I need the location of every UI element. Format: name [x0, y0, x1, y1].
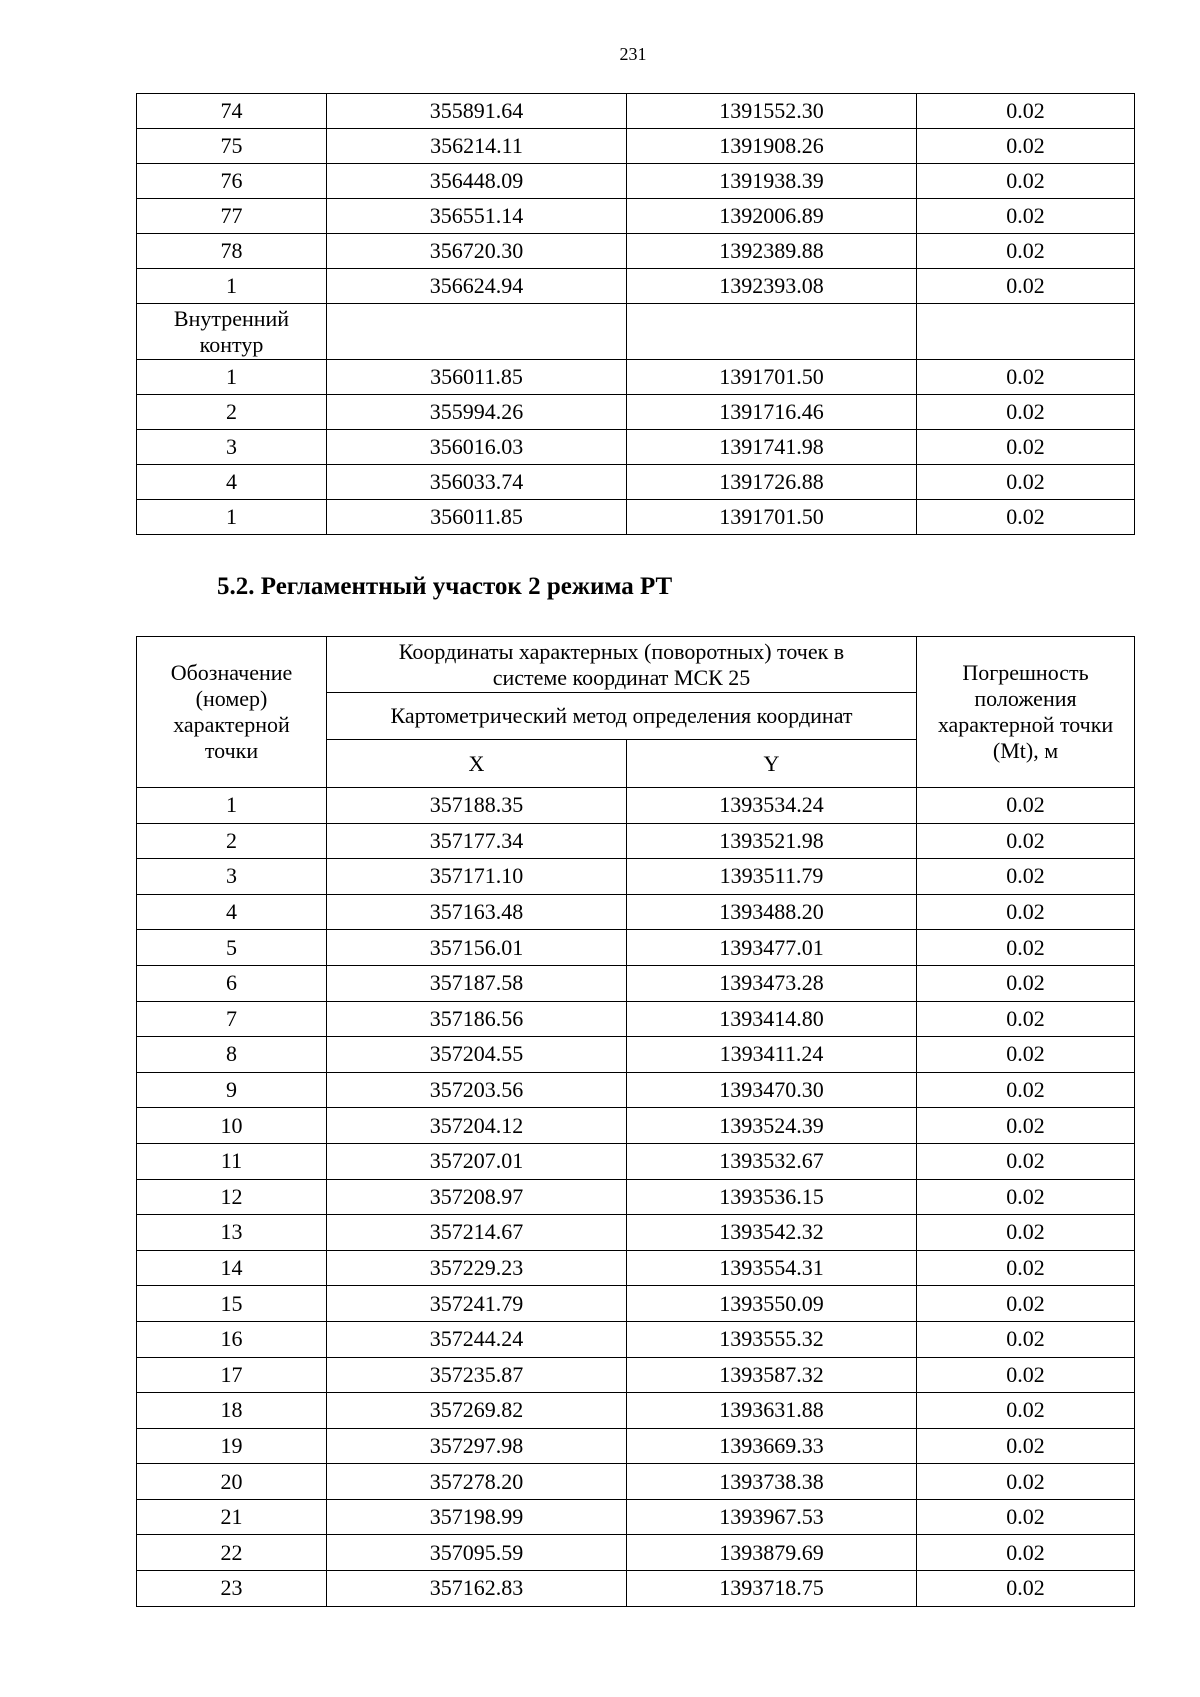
point-number: 22	[137, 1535, 327, 1571]
error-value: 0.02	[917, 859, 1135, 895]
table-row	[137, 465, 1135, 500]
y-coordinate: 1393669.33	[627, 1428, 917, 1464]
error-value: 0.02	[917, 1001, 1135, 1037]
table-row	[137, 1535, 1135, 1571]
x-coordinate: 357186.56	[327, 1001, 627, 1037]
x-coordinate: 357177.34	[327, 823, 627, 859]
table-row	[137, 1179, 1135, 1215]
x-coordinate: 357204.12	[327, 1108, 627, 1144]
table-row	[137, 823, 1135, 859]
y-coordinate: 1393411.24	[627, 1037, 917, 1073]
point-number: 5	[137, 930, 327, 966]
x-coordinate: 357244.24	[327, 1321, 627, 1357]
point-number: 11	[137, 1143, 327, 1179]
error-value: 0.02	[917, 930, 1135, 966]
y-coordinate: 1393470.30	[627, 1072, 917, 1108]
x-coordinate: 356011.85	[327, 500, 627, 535]
point-number: 78	[137, 234, 327, 269]
y-coordinate: 1392393.08	[627, 269, 917, 304]
table-row	[137, 199, 1135, 234]
point-number: 15	[137, 1286, 327, 1322]
y-coordinate: 1393536.15	[627, 1179, 917, 1215]
x-coordinate: 356448.09	[327, 164, 627, 199]
y-coordinate: 1391726.88	[627, 465, 917, 500]
x-coordinate: 357171.10	[327, 859, 627, 895]
point-number: 10	[137, 1108, 327, 1144]
table-row	[137, 360, 1135, 395]
error-value: 0.02	[917, 965, 1135, 1001]
point-number: 18	[137, 1393, 327, 1429]
y-coordinate: 1393631.88	[627, 1393, 917, 1429]
point-number: 1	[137, 269, 327, 304]
error-value: 0.02	[917, 1464, 1135, 1500]
x-coordinate: 357162.83	[327, 1571, 627, 1607]
x-coordinate: 357207.01	[327, 1143, 627, 1179]
y-coordinate: 1393473.28	[627, 965, 917, 1001]
y-coordinate: 1393967.53	[627, 1499, 917, 1535]
table-row	[137, 1001, 1135, 1037]
x-coordinate: 357156.01	[327, 930, 627, 966]
table-row	[137, 1357, 1135, 1393]
x-coordinate: 357203.56	[327, 1072, 627, 1108]
point-number: 17	[137, 1357, 327, 1393]
point-number: 9	[137, 1072, 327, 1108]
y-coordinate: 1391938.39	[627, 164, 917, 199]
y-coordinate: 1393587.32	[627, 1357, 917, 1393]
x-coordinate: 357163.48	[327, 894, 627, 930]
table-row	[137, 930, 1135, 966]
x-coordinate: 357229.23	[327, 1250, 627, 1286]
table-row	[137, 859, 1135, 895]
point-number: 4	[137, 894, 327, 930]
error-value: 0.02	[917, 199, 1135, 234]
y-coordinate: 1391701.50	[627, 360, 917, 395]
table-row	[137, 894, 1135, 930]
x-coordinate: 356624.94	[327, 269, 627, 304]
table-row	[137, 965, 1135, 1001]
error-value: 0.02	[917, 1108, 1135, 1144]
x-coordinate: 357241.79	[327, 1286, 627, 1322]
point-number: 13	[137, 1215, 327, 1251]
error-value: 0.02	[917, 788, 1135, 824]
table-row	[137, 1321, 1135, 1357]
error-value: 0.02	[917, 1037, 1135, 1073]
x-coordinate: 356016.03	[327, 430, 627, 465]
table-row	[137, 129, 1135, 164]
x-coordinate: 357208.97	[327, 1179, 627, 1215]
error-value: 0.02	[917, 1571, 1135, 1607]
error-value: 0.02	[917, 894, 1135, 930]
x-coordinate: 357204.55	[327, 1037, 627, 1073]
x-coordinate: 357187.58	[327, 965, 627, 1001]
y-coordinate: 1393879.69	[627, 1535, 917, 1571]
table-row	[137, 1428, 1135, 1464]
point-number: 16	[137, 1321, 327, 1357]
point-number: 23	[137, 1571, 327, 1607]
error-value: 0.02	[917, 129, 1135, 164]
table-row	[137, 1072, 1135, 1108]
error-value: 0.02	[917, 823, 1135, 859]
y-coordinate: 1393477.01	[627, 930, 917, 966]
y-coordinate: 1391741.98	[627, 430, 917, 465]
x-coordinate: 356011.85	[327, 360, 627, 395]
x-coordinate: 357095.59	[327, 1535, 627, 1571]
error-value: 0.02	[917, 465, 1135, 500]
table-row	[137, 1571, 1135, 1607]
point-number: 75	[137, 129, 327, 164]
y-coordinate: 1393532.67	[627, 1143, 917, 1179]
error-value: 0.02	[917, 1499, 1135, 1535]
x-coordinate: 357214.67	[327, 1215, 627, 1251]
point-number: 1	[137, 788, 327, 824]
point-number: 20	[137, 1464, 327, 1500]
error-value: 0.02	[917, 1250, 1135, 1286]
error-value: 0.02	[917, 395, 1135, 430]
point-number: 1	[137, 500, 327, 535]
point-designation-header: Обозначение (номер) характерной точки	[137, 637, 327, 788]
error-value: 0.02	[917, 1535, 1135, 1571]
point-number: 7	[137, 1001, 327, 1037]
x-coordinate: 357269.82	[327, 1393, 627, 1429]
inner-contour-label: Внутренний контур	[137, 304, 327, 360]
y-coordinate: 1393414.80	[627, 1001, 917, 1037]
y-coordinate: 1391908.26	[627, 129, 917, 164]
y-coordinate: 1391701.50	[627, 500, 917, 535]
y-coordinate: 1393521.98	[627, 823, 917, 859]
y-coordinate: 1393488.20	[627, 894, 917, 930]
point-number: 14	[137, 1250, 327, 1286]
table-row	[137, 500, 1135, 535]
table-row	[137, 395, 1135, 430]
coordinates-header: Координаты характерных (поворотных) точек в системе координат МСК 25	[327, 637, 917, 693]
error-value: 0.02	[917, 234, 1135, 269]
x-coordinate: 357235.87	[327, 1357, 627, 1393]
error-value: 0.02	[917, 1215, 1135, 1251]
error-value: 0.02	[917, 430, 1135, 465]
error-value: 0.02	[917, 1393, 1135, 1429]
error-value: 0.02	[917, 1179, 1135, 1215]
y-coordinate: 1393554.31	[627, 1250, 917, 1286]
inner-contour-row	[137, 304, 1135, 360]
y-coordinate: 1391552.30	[627, 94, 917, 129]
x-coordinate: 355891.64	[327, 94, 627, 129]
error-value: 0.02	[917, 1286, 1135, 1322]
x-coordinate: 355994.26	[327, 395, 627, 430]
point-number: 12	[137, 1179, 327, 1215]
point-number: 2	[137, 395, 327, 430]
error-value: 0.02	[917, 500, 1135, 535]
y-coordinate: 1391716.46	[627, 395, 917, 430]
point-number: 77	[137, 199, 327, 234]
point-number: 3	[137, 430, 327, 465]
point-number: 19	[137, 1428, 327, 1464]
coordinates-table-continued	[136, 93, 1135, 535]
point-number: 74	[137, 94, 327, 129]
table-row	[137, 164, 1135, 199]
table-row	[137, 234, 1135, 269]
point-number: 4	[137, 465, 327, 500]
y-coordinate: 1392389.88	[627, 234, 917, 269]
error-value: 0.02	[917, 1143, 1135, 1179]
table-row	[137, 1037, 1135, 1073]
error-header: Погрешность положения характерной точки (Mt), м	[917, 637, 1135, 788]
table-row	[137, 1143, 1135, 1179]
y-header: Y	[627, 740, 917, 788]
table-row	[137, 788, 1135, 824]
error-value: 0.02	[917, 164, 1135, 199]
point-number: 6	[137, 965, 327, 1001]
error-value: 0.02	[917, 1072, 1135, 1108]
section-heading: 5.2. Регламентный участок 2 режима РТ	[217, 573, 673, 600]
point-number: 3	[137, 859, 327, 895]
x-coordinate: 356720.30	[327, 234, 627, 269]
table-row	[137, 94, 1135, 129]
y-coordinate: 1393718.75	[627, 1571, 917, 1607]
table-row	[137, 430, 1135, 465]
y-coordinate: 1393555.32	[627, 1321, 917, 1357]
error-value: 0.02	[917, 269, 1135, 304]
x-coordinate: 357297.98	[327, 1428, 627, 1464]
table-row	[137, 1393, 1135, 1429]
point-number: 8	[137, 1037, 327, 1073]
x-coordinate: 357278.20	[327, 1464, 627, 1500]
point-number: 21	[137, 1499, 327, 1535]
page-number: 231	[619, 44, 647, 64]
x-coordinate: 356214.11	[327, 129, 627, 164]
y-coordinate: 1393524.39	[627, 1108, 917, 1144]
error-value: 0.02	[917, 360, 1135, 395]
x-coordinate: 356551.14	[327, 199, 627, 234]
point-number: 76	[137, 164, 327, 199]
table-row	[137, 269, 1135, 304]
error-value: 0.02	[917, 1357, 1135, 1393]
error-value: 0.02	[917, 94, 1135, 129]
method-header: Картометрический метод определения координат	[327, 693, 917, 740]
table-row	[137, 1215, 1135, 1251]
point-number: 2	[137, 823, 327, 859]
x-header: X	[327, 740, 627, 788]
coordinates-table-section-5-2	[136, 636, 1135, 1607]
x-coordinate: 356033.74	[327, 465, 627, 500]
x-coordinate: 357198.99	[327, 1499, 627, 1535]
table-row	[137, 1250, 1135, 1286]
y-coordinate: 1392006.89	[627, 199, 917, 234]
point-number: 1	[137, 360, 327, 395]
error-value: 0.02	[917, 1428, 1135, 1464]
error-value: 0.02	[917, 1321, 1135, 1357]
x-coordinate: 357188.35	[327, 788, 627, 824]
y-coordinate: 1393542.32	[627, 1215, 917, 1251]
y-coordinate: 1393511.79	[627, 859, 917, 895]
y-coordinate: 1393550.09	[627, 1286, 917, 1322]
table-row	[137, 1286, 1135, 1322]
table-row	[137, 1499, 1135, 1535]
table-row	[137, 1108, 1135, 1144]
y-coordinate: 1393534.24	[627, 788, 917, 824]
y-coordinate: 1393738.38	[627, 1464, 917, 1500]
table-row	[137, 1464, 1135, 1500]
